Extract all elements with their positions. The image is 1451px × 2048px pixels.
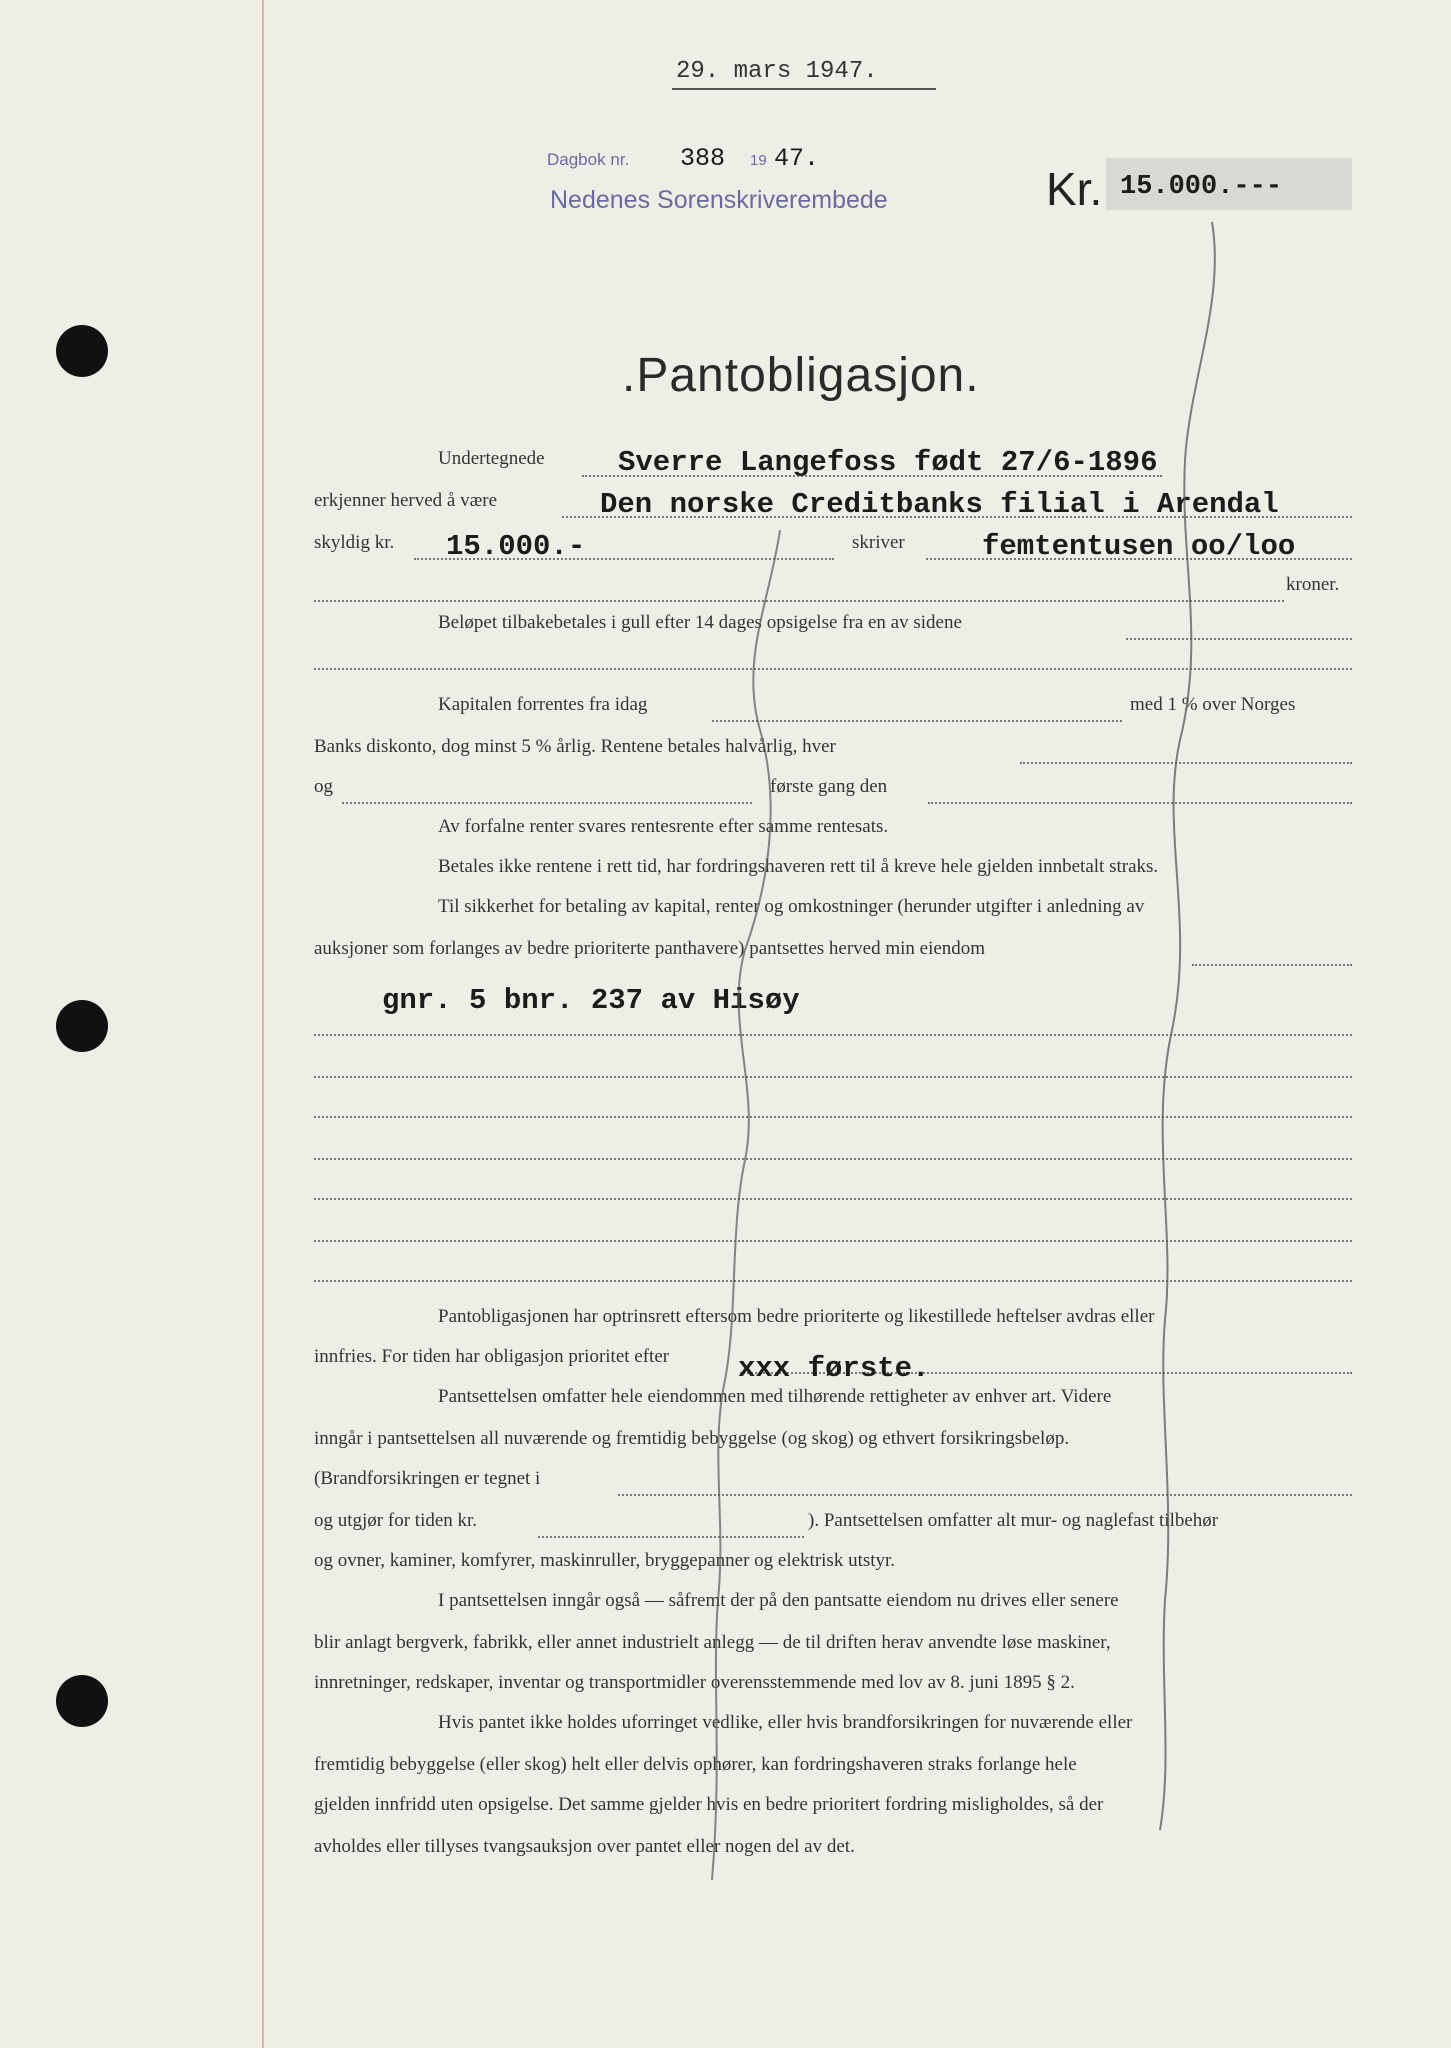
skyldig-label: skyldig kr. [314,532,395,553]
undertegnede-value: Sverre Langefoss født 27/6-1896 [618,446,1158,479]
pen-stroke-left [712,530,780,1880]
hvis-line-3: gjelden innfridd uten opsigelse. Det samme gjelder hvis en bedre prioritert fordring misligholdes, så der [314,1794,1104,1815]
i-pants-line-1: I pantsettelsen inngår også — såfremt der på den pantsatte eiendom nu drives eller senere [438,1590,1119,1611]
dagbok-number: 388 [680,144,726,173]
til-sikkerhet-line-2: auksjoner som forlanges av bedre prioriterte panthavere) pantsettes herved min eiendom [314,938,986,959]
hvis-line-2: fremtidig bebyggelse (eller skog) helt eller delvis ophører, kan fordringshaveren straks forlange hele [314,1754,1077,1775]
og-label: og [314,776,333,797]
pants-line-3: (Brandforsikringen er tegnet i [314,1468,541,1489]
av-forfalne-line: Av forfalne renter svares rentesrente efter samme rentesats. [438,816,889,837]
skyldig-value: 15.000.- [446,530,586,563]
forste-gang-label: første gang den [770,776,888,797]
pen-stroke-right [1160,222,1215,1830]
dagbok-year-prefix: 19 [750,152,767,169]
pants-line-2: inngår i pantsettelsen all nuværende og fremtidig bebyggelse (og skog) og ethvert forsikringsbeløp. [314,1428,1070,1449]
pantobl-line-1: Pantobligasjonen har optrinsrett eftersom bedre prioriterte og likestillede heftelser avdras eller [438,1306,1155,1327]
erkjenner-value: Den norske Creditbanks filial i Arendal [600,488,1279,521]
kapital-line-end: med 1 % over Norges [1130,694,1296,715]
pants-line-5: og ovner, kaminer, komfyrer, maskinruller, bryggepanner og elektrisk utstyr. [314,1550,896,1571]
hvis-line-1: Hvis pantet ikke holdes uforringet vedlike, eller hvis brandforsikringen for nuværende eller [438,1712,1133,1733]
eiendom-value: gnr. 5 bnr. 237 av Hisøy [382,984,800,1017]
skriver-label: skriver [852,532,905,553]
skriver-value: femtentusen oo/loo [982,530,1296,563]
page-title: .Pantobligasjon. [622,349,980,402]
betales-line: Betales ikke rentene i rett tid, har fordringshaveren rett til å kreve hele gjelden innbetalt straks. [438,856,1159,877]
erkjenner-label: erkjenner herved å være [314,490,498,511]
til-sikkerhet-line-1: Til sikkerhet for betaling av kapital, renter og omkostninger (herunder utgifter i anledning av [438,896,1145,917]
kapital-line-start: Kapitalen forrentes fra idag [438,694,648,715]
pants-line-4-end: ). Pantsettelsen omfatter alt mur- og naglefast tilbehør [808,1510,1219,1531]
dagbok-label: Dagbok nr. [547,150,630,169]
pantobl-line-2: innfries. For tiden har obligasjon prioritet efter [314,1346,670,1367]
kr-label: Kr. [1046,163,1103,215]
hvis-line-4: avholdes eller tillyses tvangsauksjon over pantet eller nogen del av det. [314,1836,855,1857]
undertegnede-label: Undertegnede [438,448,545,469]
pants-line-1: Pantsettelsen omfatter hele eiendommen med tilhørende rettigheter av enhver art. Videre [438,1386,1112,1407]
office-stamp: Nedenes Sorenskriverembede [550,186,888,214]
amount-value: 15.000.--- [1120,172,1283,202]
prioritet-value: xxx første. [738,1352,930,1385]
i-pants-line-3: innretninger, redskaper, inventar og transportmidler overensstemmende med lov av 8. juni 1895 § 2. [314,1672,1075,1693]
banks-line: Banks diskonto, dog minst 5 % årlig. Rentene betales halvårlig, hver [314,736,836,757]
date-text: 29. mars 1947. [676,58,878,85]
pants-line-4-start: og utgjør for tiden kr. [314,1510,478,1531]
belopet-line: Beløpet tilbakebetales i gull efter 14 dages opsigelse fra en av sidene [438,612,962,633]
dagbok-year-suffix: 47. [774,144,820,173]
kroner-label: kroner. [1286,574,1340,595]
i-pants-line-2: blir anlagt bergverk, fabrikk, eller annet industrielt anlegg — de til driften herav anvendte løse maskiner, [314,1632,1111,1653]
